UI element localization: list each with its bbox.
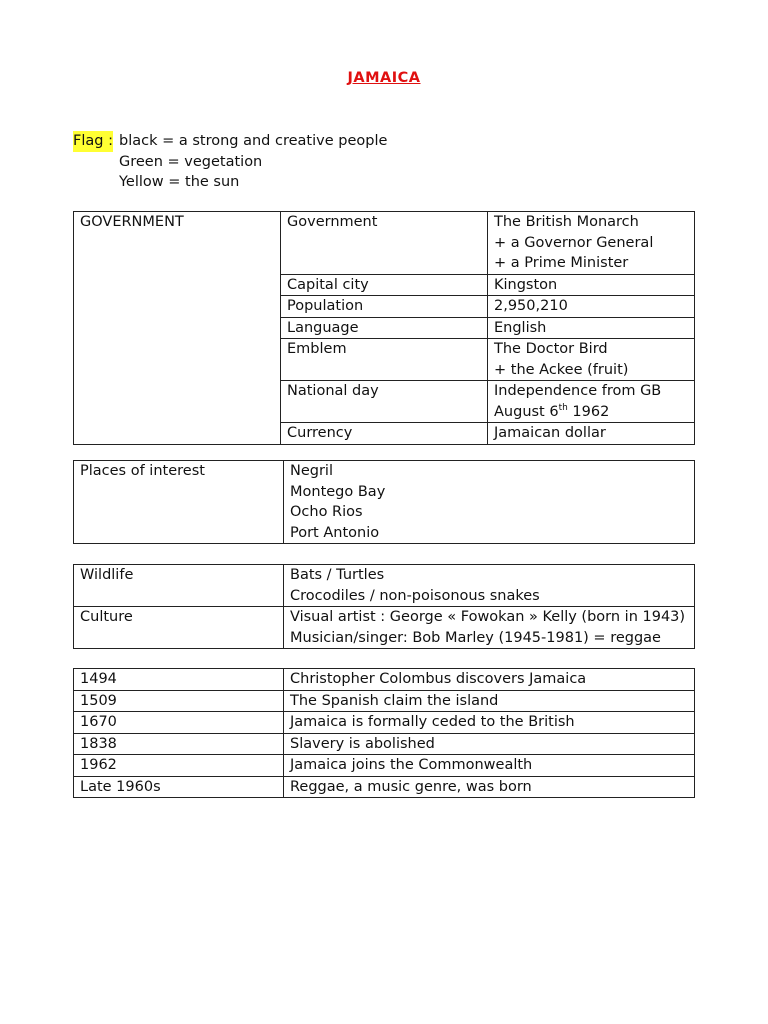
value-line: Musician/singer: Bob Marley (1945-1981) = reggae bbox=[290, 629, 661, 646]
value-line: + a Prime Minister bbox=[494, 255, 629, 271]
page-title: JAMAICA bbox=[347, 70, 421, 86]
row-value: Jamaican dollar bbox=[488, 423, 695, 445]
timeline-year: 1509 bbox=[74, 690, 284, 712]
timeline-year: 1670 bbox=[74, 712, 284, 734]
list-item: Port Antonio bbox=[290, 524, 380, 541]
flag-label: Flag : bbox=[73, 131, 113, 152]
row-label: Population bbox=[281, 296, 488, 318]
row-value: Kingston bbox=[488, 274, 695, 296]
places-table bbox=[73, 460, 695, 544]
row-label: Culture bbox=[74, 607, 284, 649]
row-label: Emblem bbox=[281, 339, 488, 381]
table-row bbox=[74, 712, 695, 734]
timeline-year: 1494 bbox=[74, 669, 284, 691]
row-label: Government bbox=[281, 212, 488, 275]
timeline-event: Jamaica joins the Commonwealth bbox=[284, 755, 695, 777]
value-line: The British Monarch bbox=[494, 214, 639, 230]
timeline-event: Christopher Colombus discovers Jamaica bbox=[284, 669, 695, 691]
list-item: Negril bbox=[290, 463, 333, 479]
national-day-date: August 6th 1962 bbox=[494, 402, 610, 420]
table-row bbox=[74, 690, 695, 712]
value-line: The Doctor Bird bbox=[494, 341, 608, 357]
table-row bbox=[74, 776, 695, 798]
value-line: + the Ackee (fruit) bbox=[494, 361, 629, 378]
timeline-event: Slavery is abolished bbox=[284, 733, 695, 755]
row-value bbox=[488, 212, 695, 275]
value-line: Crocodiles / non-poisonous snakes bbox=[290, 587, 540, 604]
row-label: Capital city bbox=[281, 274, 488, 296]
timeline-event: Jamaica is formally ceded to the British bbox=[284, 712, 695, 734]
timeline-table bbox=[73, 668, 695, 798]
timeline-event: Reggae, a music genre, was born bbox=[284, 776, 695, 798]
value-line: Bats / Turtles bbox=[290, 567, 385, 583]
flag-line: Green = vegetation bbox=[119, 153, 263, 170]
timeline-year: Late 1960s bbox=[74, 776, 284, 798]
row-label: Currency bbox=[281, 423, 488, 445]
list-item: Ocho Rios bbox=[290, 504, 363, 520]
table-row bbox=[74, 565, 695, 607]
row-value bbox=[284, 461, 695, 544]
row-value bbox=[488, 381, 695, 423]
table-row bbox=[74, 607, 695, 649]
row-value: 2,950,210 bbox=[488, 296, 695, 318]
timeline-event: The Spanish claim the island bbox=[284, 690, 695, 712]
row-value bbox=[488, 339, 695, 381]
table-row bbox=[74, 733, 695, 755]
timeline-year: 1962 bbox=[74, 755, 284, 777]
row-value: English bbox=[488, 317, 695, 339]
government-table bbox=[73, 211, 695, 445]
flag-line: black = a strong and creative people bbox=[119, 133, 388, 149]
wildlife-culture-table bbox=[73, 564, 695, 649]
table-row bbox=[74, 755, 695, 777]
flag-line: Yellow = the sun bbox=[119, 174, 240, 190]
timeline-year: 1838 bbox=[74, 733, 284, 755]
value-line: + a Governor General bbox=[494, 234, 654, 251]
row-label: National day bbox=[281, 381, 488, 423]
list-item: Montego Bay bbox=[290, 483, 386, 500]
row-label: Language bbox=[281, 317, 488, 339]
row-label: Places of interest bbox=[74, 461, 284, 544]
row-value bbox=[284, 607, 695, 649]
section-label: GOVERNMENT bbox=[74, 212, 281, 445]
table-row bbox=[74, 669, 695, 691]
row-label: Wildlife bbox=[74, 565, 284, 607]
row-value bbox=[284, 565, 695, 607]
value-line: Visual artist : George « Fowokan » Kelly (born in 1943) bbox=[290, 609, 686, 625]
table-row bbox=[74, 212, 695, 275]
flag-description bbox=[73, 131, 387, 193]
table-row bbox=[74, 461, 695, 544]
value-line: Independence from GB bbox=[494, 383, 662, 399]
